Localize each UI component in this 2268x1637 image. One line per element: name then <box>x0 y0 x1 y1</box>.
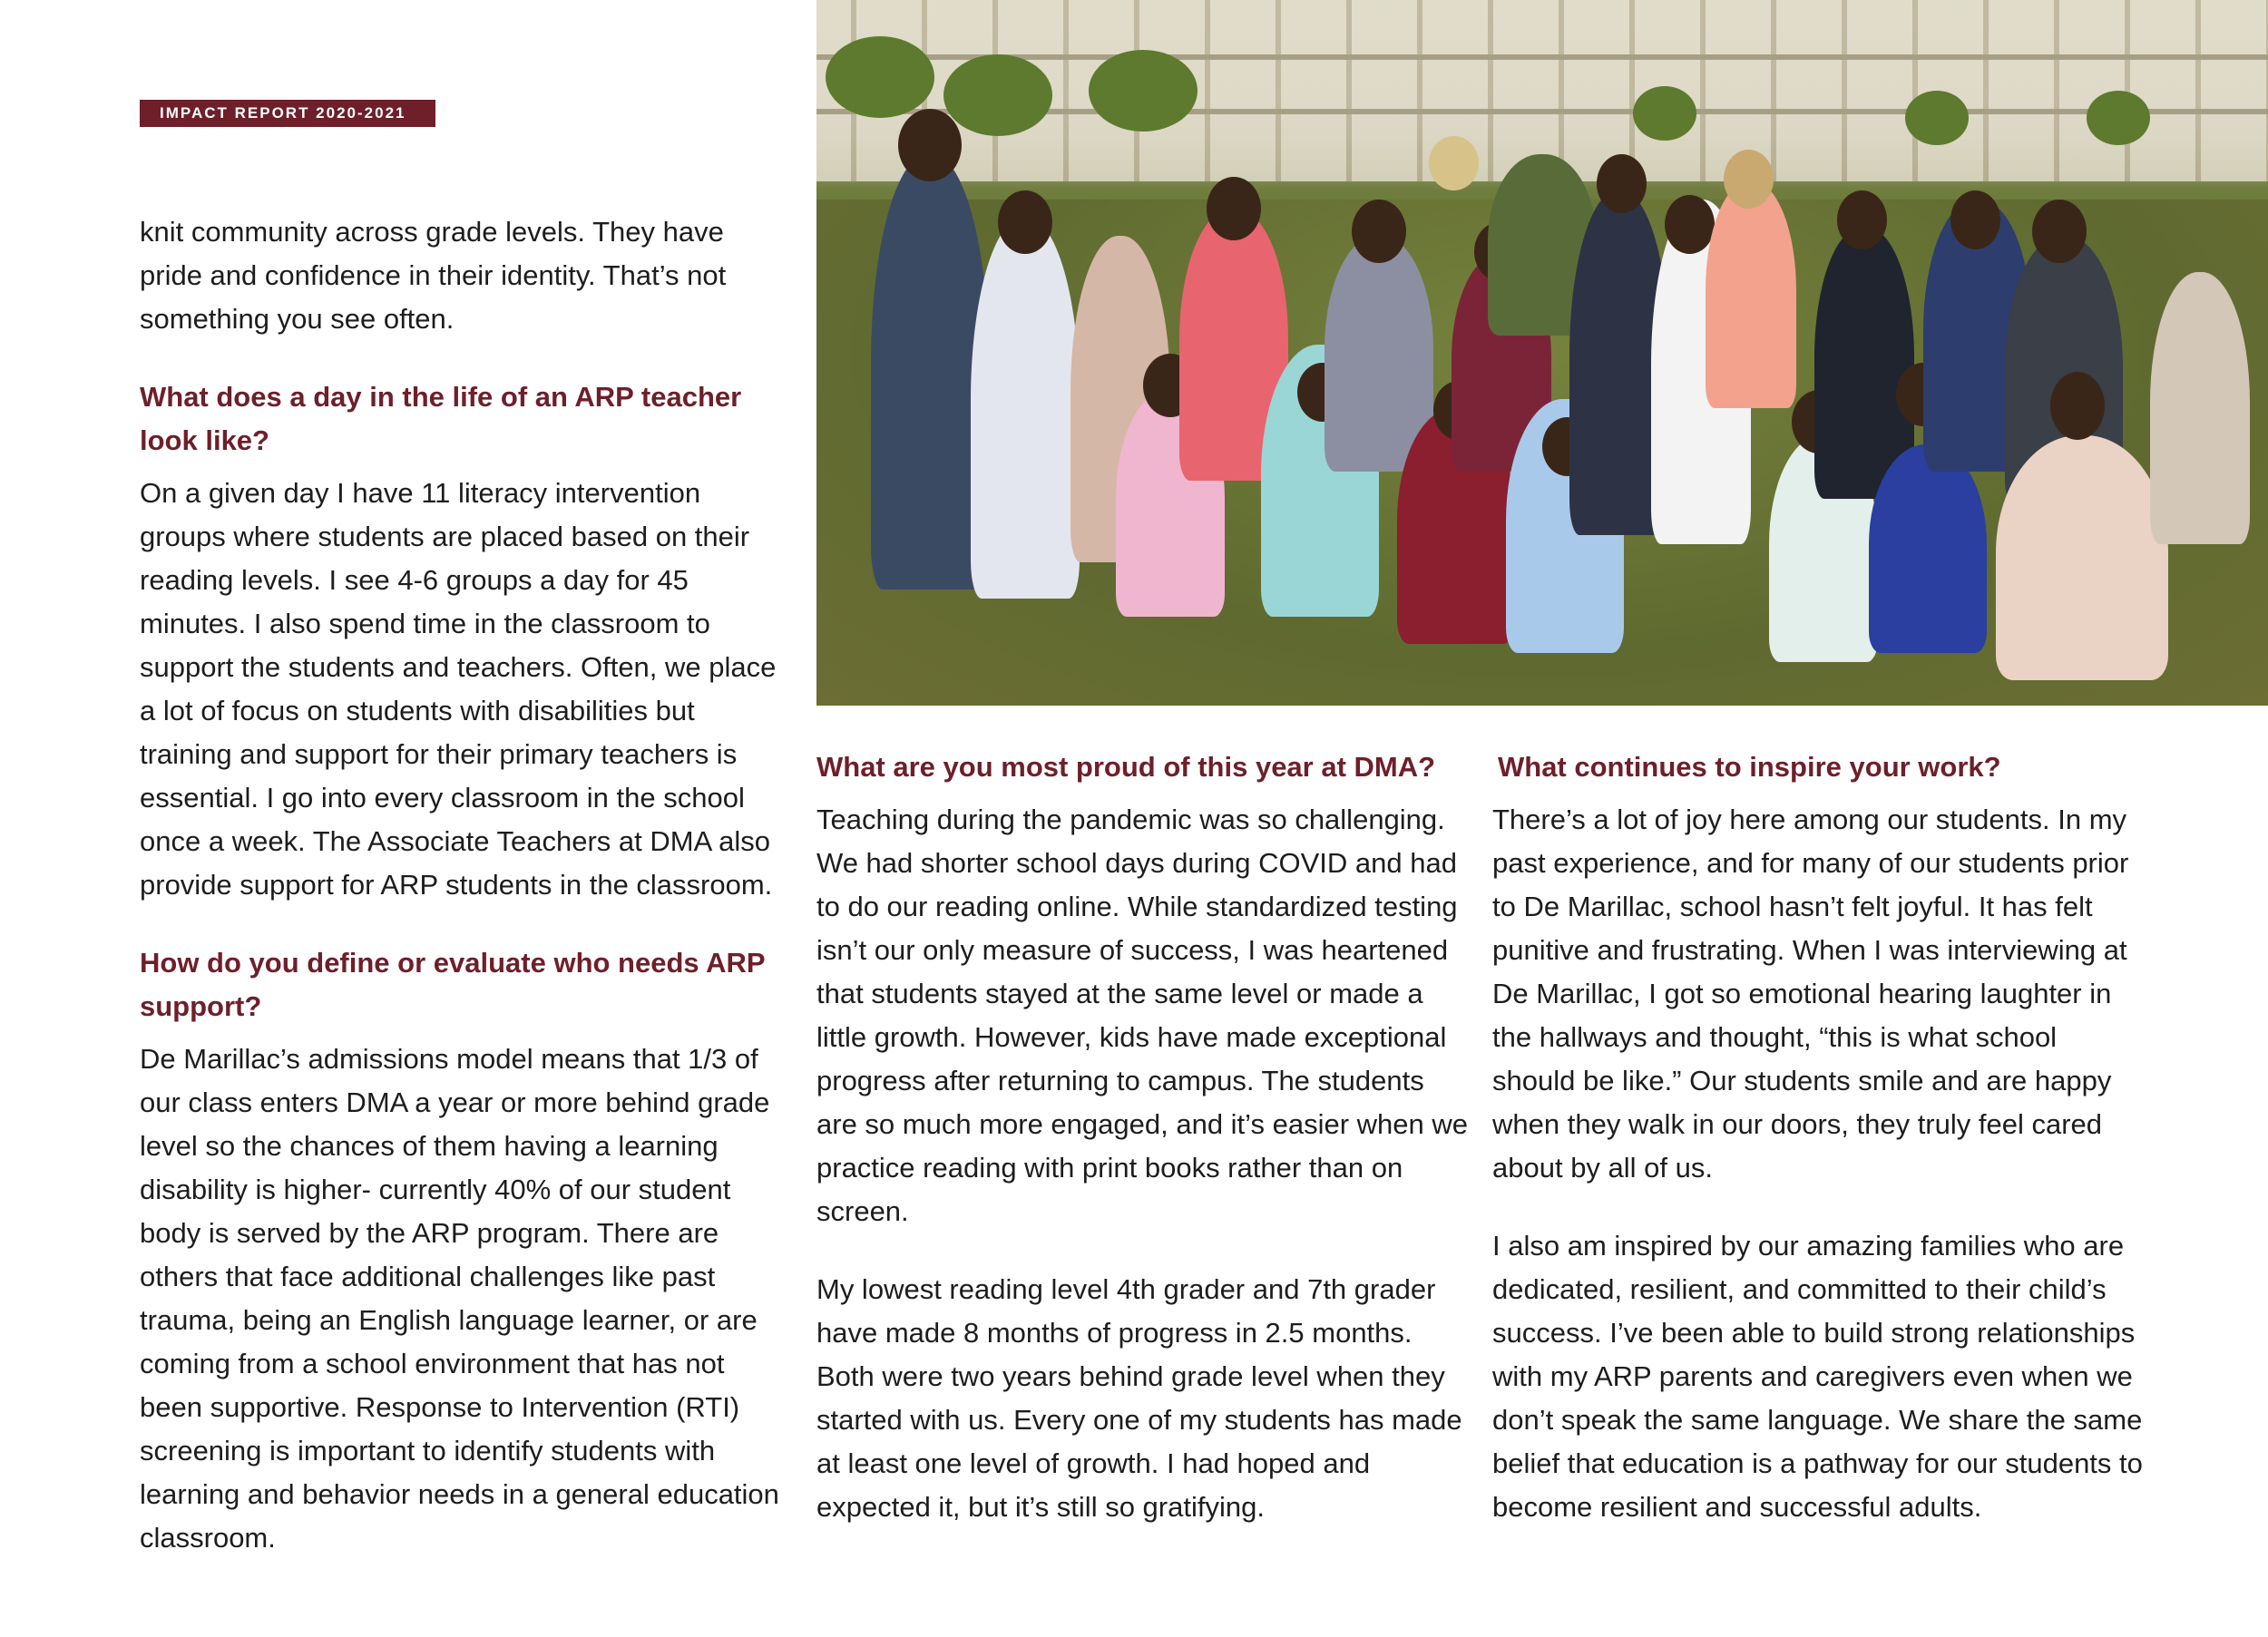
question-define-evaluate: How do you define or evaluate who needs ARP support? <box>140 947 766 1022</box>
answer-most-proud-1: Teaching during the pandemic was so challenging. We had shorter school days during COVID and had to do our reading online. While standardized testing isn’t our only measure of success, I was heartened that students stayed at the same level or made a little growth. However, kids have made exceptional progress after returning to campus. The students are so much more engaged, and it’s easier when we practice reading with print books rather than on screen. <box>816 804 1469 1227</box>
report-tag: IMPACT REPORT 2020-2021 <box>140 100 435 127</box>
answer-inspire-1: There’s a lot of joy here among our students. In my past experience, and for many of our students prior to De Marillac, school hasn’t felt joyful. It has felt punitive and frustrating. When I was interviewing at De Marillac, I got so emotional hearing laughter in the hallways and thought, “this is what school should be like.” Our students smile and are happy when they walk in our doors, they truly feel cared about by all of us. <box>1492 804 2129 1184</box>
question-inspire: What continues to inspire your work? <box>1498 751 2001 783</box>
question-most-proud: What are you most proud of this year at DMA? <box>816 751 1436 783</box>
answer-define-evaluate: De Marillac’s admissions model means that 1/3 of our class enters DMA a year or more behind grade level so the chances of them having a learning disability is higher- currently 40% of our student body is served by the ARP program. There are others that face additional challenges like past trauma, being an English language learner, or are coming from a school environment that has not been supportive. Response to Intervention (RTI) screening is important to identify students with learning and behavior needs in a general education classroom. <box>140 1043 779 1554</box>
answer-inspire-2: I also am inspired by our amazing families who are dedicated, resilient, and committed to their child’s success. I’ve been able to build strong relationships with my ARP parents and caregivers even when we don’t speak the same language. We share the same belief that education is a pathway for our students to become resilient and successful adults. <box>1492 1230 2143 1523</box>
question-day-in-life: What does a day in the life of an ARP teacher look like? <box>140 381 742 456</box>
right-column <box>1492 745 2146 1529</box>
answer-most-proud-2: My lowest reading level 4th grader and 7th grader have made 8 months of progress in 2.5 months. Both were two years behind grade level when they started with us. Every one of my students has made at least one level of growth. I had hoped and expected it, but it’s still so gratifying. <box>816 1273 1462 1523</box>
middle-column <box>816 745 1470 1529</box>
intro-paragraph: knit community across grade levels. They have pride and confidence in their identity. That’s not something you see often. <box>140 216 727 335</box>
answer-day-in-life: On a given day I have 11 literacy intervention groups where students are placed based on their reading levels. I see 4-6 groups a day for 45 minutes. I also spend time in the classroom to support the students and teachers. Often, we place a lot of focus on students with disabilities but training and support for their primary teachers is essential. I go into every classroom in the school once a week. The Associate Teachers at DMA also provide support for ARP students in the classroom. <box>140 477 777 901</box>
left-column <box>140 210 793 1560</box>
group-photo <box>816 0 2268 706</box>
